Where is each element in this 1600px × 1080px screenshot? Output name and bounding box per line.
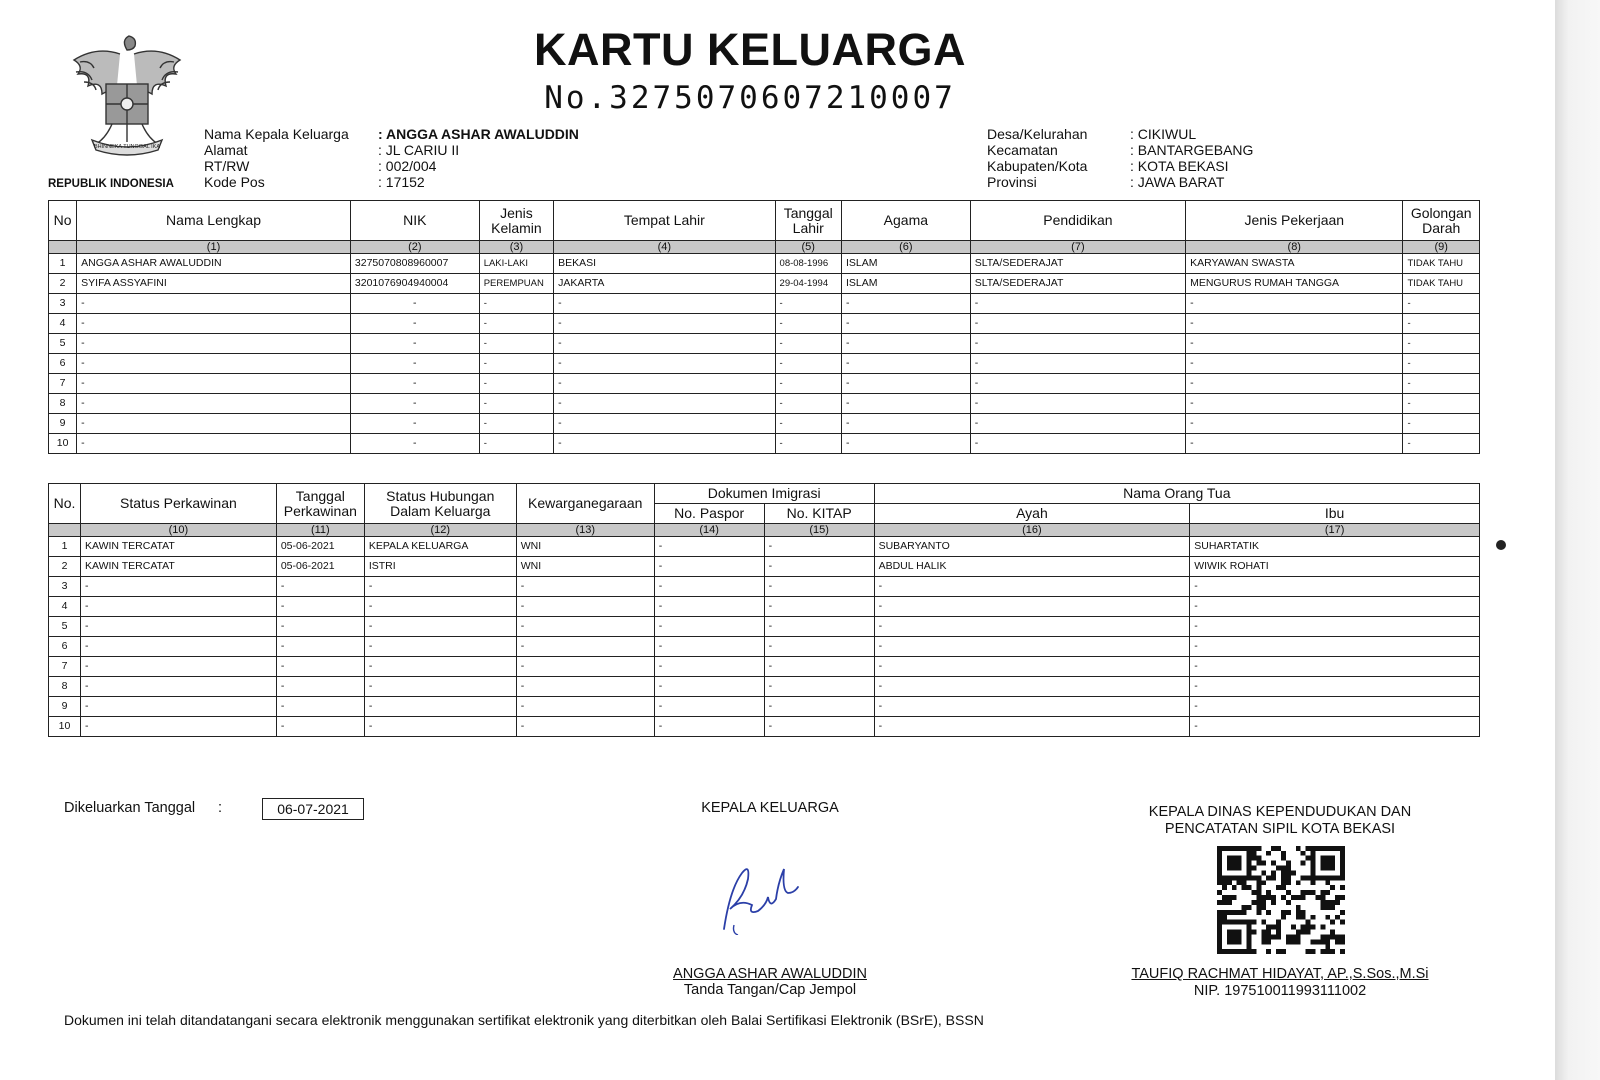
- table-cell: -: [1186, 334, 1403, 354]
- table-cell: 5: [49, 334, 77, 354]
- info-label: Provinsi: [987, 174, 1037, 190]
- table-cell: -: [1403, 374, 1480, 394]
- table-cell: 08-08-1996: [775, 254, 841, 274]
- table-cell: 6: [49, 354, 77, 374]
- table-cell: 3: [49, 294, 77, 314]
- table-cell: KAWIN TERCATAT: [80, 537, 276, 557]
- table-cell: -: [841, 434, 970, 454]
- table-cell: -: [654, 537, 764, 557]
- col-header: Ayah: [874, 504, 1190, 524]
- info-value: : JAWA BARAT: [1130, 174, 1225, 190]
- table-cell: -: [77, 434, 351, 454]
- table-cell: -: [554, 354, 775, 374]
- table-cell: -: [775, 314, 841, 334]
- issued-separator: :: [218, 800, 223, 816]
- table-row: [49, 314, 1480, 334]
- qr-code-icon: [1217, 845, 1345, 955]
- table-cell: -: [80, 697, 276, 717]
- table-cell: -: [516, 617, 654, 637]
- table-cell: -: [874, 617, 1190, 637]
- table-row: [49, 394, 1480, 414]
- table-cell: -: [970, 354, 1185, 374]
- col-number-empty: [49, 524, 81, 537]
- table-cell: -: [775, 394, 841, 414]
- table-cell: 7: [49, 657, 81, 677]
- emblem-motto: BHINNEKA TUNGGAL IKA: [93, 144, 161, 150]
- table-header-row: [49, 201, 1480, 241]
- official-nip: NIP. 197510011993111002: [1193, 983, 1367, 999]
- table-cell: -: [276, 717, 364, 737]
- table-cell: KARYAWAN SWASTA: [1186, 254, 1403, 274]
- table-cell: -: [874, 697, 1190, 717]
- info-label: Kode Pos: [204, 174, 265, 190]
- table-cell: -: [1190, 597, 1480, 617]
- table-cell: ANGGA ASHAR AWALUDDIN: [77, 254, 351, 274]
- col-header: Ibu: [1190, 504, 1480, 524]
- table-cell: 9: [49, 414, 77, 434]
- table-cell: -: [1186, 414, 1403, 434]
- table-cell: ISLAM: [841, 254, 970, 274]
- col-number: (11): [276, 524, 364, 537]
- right-info-values: [1130, 126, 1253, 190]
- table-cell: -: [554, 294, 775, 314]
- table-cell: -: [516, 717, 654, 737]
- table-cell: 8: [49, 394, 77, 414]
- col-header: No. Paspor: [654, 504, 764, 524]
- table-row: [49, 254, 1480, 274]
- table-cell: -: [654, 597, 764, 617]
- table-cell: -: [841, 354, 970, 374]
- col-number: (4): [554, 241, 775, 254]
- col-header: No.: [49, 484, 81, 524]
- table-cell: -: [1190, 637, 1480, 657]
- table-cell: -: [841, 294, 970, 314]
- table-cell: 1: [49, 537, 81, 557]
- table-cell: -: [80, 577, 276, 597]
- table-cell: -: [1190, 697, 1480, 717]
- info-value: : 002/004: [378, 158, 437, 174]
- table-cell: -: [276, 637, 364, 657]
- table-cell: -: [764, 717, 874, 737]
- table-cell: -: [80, 677, 276, 697]
- table-cell: -: [80, 617, 276, 637]
- head-of-family-title: KEPALA KELUARGA: [701, 800, 839, 816]
- table-row: [49, 557, 1480, 577]
- table-cell: 1: [49, 254, 77, 274]
- table-row: [49, 414, 1480, 434]
- table-cell: -: [764, 597, 874, 617]
- table-cell: -: [479, 394, 553, 414]
- col-number: (7): [970, 241, 1185, 254]
- table-cell: -: [554, 434, 775, 454]
- table-cell: WIWIK ROHATI: [1190, 557, 1480, 577]
- electronic-signature-disclaimer: Dokumen ini telah ditandatangani secara elektronik menggunakan sertifikat elektronik yang diterbitkan oleh Balai Sertifikasi Elektronik (BSrE), BSSN: [64, 1012, 984, 1028]
- document-title: KARTU KELUARGA: [534, 24, 966, 75]
- table-cell: -: [1190, 577, 1480, 597]
- table-cell: -: [77, 414, 351, 434]
- left-info-values: [378, 126, 579, 190]
- table-cell: -: [841, 334, 970, 354]
- table-cell: -: [654, 557, 764, 577]
- table-cell: -: [841, 374, 970, 394]
- table-row: [49, 617, 1480, 637]
- table-cell: 05-06-2021: [276, 537, 364, 557]
- table-cell: -: [554, 334, 775, 354]
- col-number: (15): [764, 524, 874, 537]
- table-cell: TIDAK TAHU: [1403, 254, 1480, 274]
- garuda-emblem-icon: [62, 32, 192, 172]
- official-name: TAUFIQ RACHMAT HIDAYAT, AP.,S.Sos.,M.Si: [1131, 966, 1429, 982]
- table-cell: -: [516, 637, 654, 657]
- table-cell: -: [1186, 394, 1403, 414]
- table-row: [49, 597, 1480, 617]
- info-label: Kecamatan: [987, 142, 1058, 158]
- table-cell: -: [874, 657, 1190, 677]
- table-cell: -: [775, 294, 841, 314]
- table-cell: -: [764, 577, 874, 597]
- col-header: Agama: [841, 201, 970, 241]
- info-value: : ANGGA ASHAR AWALUDDIN: [378, 126, 579, 142]
- table-cell: -: [654, 697, 764, 717]
- table-cell: LAKI-LAKI: [479, 254, 553, 274]
- table-cell: BEKASI: [554, 254, 775, 274]
- table-cell: 4: [49, 597, 81, 617]
- info-value: : 17152: [378, 174, 425, 190]
- table-cell: -: [364, 577, 516, 597]
- table-row: [49, 577, 1480, 597]
- table-cell: JAKARTA: [554, 274, 775, 294]
- table-cell: 4: [49, 314, 77, 334]
- table-cell: -: [479, 434, 553, 454]
- signature-icon: [694, 855, 814, 935]
- table-cell: -: [1186, 434, 1403, 454]
- table-cell: ISLAM: [841, 274, 970, 294]
- table-cell: -: [516, 697, 654, 717]
- ink-dot: [1496, 540, 1506, 550]
- col-number: (5): [775, 241, 841, 254]
- table-cell: -: [516, 677, 654, 697]
- table-cell: -: [364, 617, 516, 637]
- table-cell: -: [80, 657, 276, 677]
- table-cell: ISTRI: [364, 557, 516, 577]
- table-cell: 10: [49, 717, 81, 737]
- table-cell: 9: [49, 697, 81, 717]
- table-cell: -: [1190, 617, 1480, 637]
- table-row: [49, 354, 1480, 374]
- table-cell: -: [80, 597, 276, 617]
- table-cell: -: [1403, 414, 1480, 434]
- table-cell: -: [554, 394, 775, 414]
- table-cell: -: [516, 597, 654, 617]
- table-cell: -: [364, 697, 516, 717]
- table-cell: -: [276, 677, 364, 697]
- table-cell: -: [364, 597, 516, 617]
- table-cell: -: [554, 314, 775, 334]
- table-cell: -: [764, 677, 874, 697]
- table-cell: -: [479, 294, 553, 314]
- table-cell: -: [1186, 314, 1403, 334]
- table-cell: -: [1403, 334, 1480, 354]
- family-card-number: No.3275070607210007: [544, 80, 956, 116]
- info-label: Alamat: [204, 142, 248, 158]
- table-cell: 3: [49, 577, 81, 597]
- col-number: (17): [1190, 524, 1480, 537]
- table-cell: -: [554, 374, 775, 394]
- table-cell: ABDUL HALIK: [874, 557, 1190, 577]
- col-header: NIK: [350, 201, 479, 241]
- col-header: Jenis Pekerjaan: [1186, 201, 1403, 241]
- col-header: Tanggal Perkawinan: [276, 484, 364, 524]
- table-cell: -: [276, 617, 364, 637]
- table-cell: -: [874, 597, 1190, 617]
- family-members-table: [48, 200, 1480, 454]
- table-cell: -: [654, 577, 764, 597]
- table-cell: WNI: [516, 557, 654, 577]
- col-header: No. KITAP: [764, 504, 874, 524]
- col-header: Tanggal Lahir: [775, 201, 841, 241]
- table-cell: -: [1403, 314, 1480, 334]
- emblem-caption: REPUBLIK INDONESIA: [48, 178, 174, 190]
- table-cell: -: [654, 657, 764, 677]
- table-cell: -: [654, 617, 764, 637]
- col-header: Status Perkawinan: [80, 484, 276, 524]
- right-info-labels: [987, 126, 1087, 190]
- col-header: Jenis Kelamin: [479, 201, 553, 241]
- table-header-row: [49, 484, 1480, 504]
- table-cell: -: [276, 697, 364, 717]
- left-info-labels: [204, 126, 349, 190]
- col-number: (16): [874, 524, 1190, 537]
- col-number: (3): [479, 241, 553, 254]
- table-cell: -: [764, 617, 874, 637]
- column-number-row: [49, 241, 1480, 254]
- scan-edge: [1555, 0, 1600, 1080]
- table-cell: KAWIN TERCATAT: [80, 557, 276, 577]
- table-row: [49, 374, 1480, 394]
- table-cell: -: [479, 314, 553, 334]
- col-header: Golongan Darah: [1403, 201, 1480, 241]
- table-cell: -: [1186, 294, 1403, 314]
- table-cell: -: [77, 294, 351, 314]
- info-label: RT/RW: [204, 158, 250, 174]
- table-cell: -: [874, 717, 1190, 737]
- table-row: [49, 637, 1480, 657]
- table-cell: -: [1403, 394, 1480, 414]
- table-cell: -: [1190, 717, 1480, 737]
- table-cell: -: [970, 294, 1185, 314]
- table-cell: SLTA/SEDERAJAT: [970, 254, 1185, 274]
- family-members-body: [49, 254, 1480, 454]
- head-of-family-sub: Tanda Tangan/Cap Jempol: [683, 982, 857, 998]
- table-cell: 05-06-2021: [276, 557, 364, 577]
- table-cell: 29-04-1994: [775, 274, 841, 294]
- table-cell: SUBARYANTO: [874, 537, 1190, 557]
- table-cell: -: [350, 394, 479, 414]
- table-cell: -: [80, 637, 276, 657]
- table-cell: -: [764, 637, 874, 657]
- table-cell: SYIFA ASSYAFINI: [77, 274, 351, 294]
- col-number: (10): [80, 524, 276, 537]
- table-cell: 3275070808960007: [350, 254, 479, 274]
- table-cell: -: [970, 334, 1185, 354]
- table-cell: -: [970, 314, 1185, 334]
- table-cell: -: [364, 657, 516, 677]
- col-number: (2): [350, 241, 479, 254]
- table-row: [49, 274, 1480, 294]
- table-row: [49, 697, 1480, 717]
- table-row: [49, 537, 1480, 557]
- marital-status-body: [49, 537, 1480, 737]
- col-number: (9): [1403, 241, 1480, 254]
- table-cell: -: [775, 414, 841, 434]
- table-cell: PEREMPUAN: [479, 274, 553, 294]
- col-number: (8): [1186, 241, 1403, 254]
- table-row: [49, 294, 1480, 314]
- info-label: Nama Kepala Keluarga: [204, 126, 349, 142]
- table-cell: SLTA/SEDERAJAT: [970, 274, 1185, 294]
- table-cell: WNI: [516, 537, 654, 557]
- table-cell: 3201076904940004: [350, 274, 479, 294]
- col-header: Dokumen Imigrasi: [654, 484, 874, 504]
- col-number: (14): [654, 524, 764, 537]
- table-cell: -: [364, 637, 516, 657]
- table-cell: -: [77, 354, 351, 374]
- table-cell: -: [516, 577, 654, 597]
- table-cell: -: [77, 314, 351, 334]
- table-cell: KEPALA KELUARGA: [364, 537, 516, 557]
- table-cell: -: [764, 657, 874, 677]
- table-cell: -: [970, 394, 1185, 414]
- table-cell: -: [276, 657, 364, 677]
- table-cell: -: [350, 314, 479, 334]
- col-header: Status Hubungan Dalam Keluarga: [364, 484, 516, 524]
- office-line1: KEPALA DINAS KEPENDUDUKAN DAN: [1148, 804, 1412, 820]
- col-number-empty: [49, 241, 77, 254]
- table-cell: -: [479, 374, 553, 394]
- table-cell: 2: [49, 557, 81, 577]
- info-value: : BANTARGEBANG: [1130, 142, 1254, 158]
- col-number: (6): [841, 241, 970, 254]
- table-cell: -: [874, 677, 1190, 697]
- table-cell: -: [479, 414, 553, 434]
- table-cell: -: [80, 717, 276, 737]
- table-cell: -: [775, 374, 841, 394]
- table-cell: -: [516, 657, 654, 677]
- table-cell: -: [1403, 434, 1480, 454]
- table-cell: 7: [49, 374, 77, 394]
- table-cell: -: [77, 374, 351, 394]
- table-cell: -: [276, 597, 364, 617]
- table-cell: -: [775, 334, 841, 354]
- info-value: : KOTA BEKASI: [1130, 158, 1229, 174]
- table-cell: TIDAK TAHU: [1403, 274, 1480, 294]
- table-cell: -: [350, 414, 479, 434]
- table-row: [49, 334, 1480, 354]
- table-cell: 10: [49, 434, 77, 454]
- table-row: [49, 717, 1480, 737]
- table-cell: -: [874, 637, 1190, 657]
- table-cell: -: [654, 637, 764, 657]
- table-cell: -: [654, 717, 764, 737]
- col-header: Pendidikan: [970, 201, 1185, 241]
- column-number-row: [49, 524, 1480, 537]
- table-cell: -: [1186, 354, 1403, 374]
- table-cell: -: [874, 577, 1190, 597]
- col-header: No: [49, 201, 77, 241]
- info-value: : JL CARIU II: [378, 142, 460, 158]
- head-of-family-name: ANGGA ASHAR AWALUDDIN: [673, 966, 867, 982]
- table-cell: -: [554, 414, 775, 434]
- table-cell: -: [350, 434, 479, 454]
- table-cell: -: [970, 414, 1185, 434]
- table-cell: 5: [49, 617, 81, 637]
- table-cell: -: [1403, 294, 1480, 314]
- col-header: Nama Orang Tua: [874, 484, 1479, 504]
- col-header: Nama Lengkap: [77, 201, 351, 241]
- table-cell: -: [350, 294, 479, 314]
- table-row: [49, 677, 1480, 697]
- table-cell: -: [364, 677, 516, 697]
- col-number: (13): [516, 524, 654, 537]
- info-label: Desa/Kelurahan: [987, 126, 1088, 142]
- table-cell: -: [764, 537, 874, 557]
- table-cell: 6: [49, 637, 81, 657]
- table-cell: -: [350, 334, 479, 354]
- table-cell: -: [350, 354, 479, 374]
- table-cell: -: [479, 354, 553, 374]
- table-cell: -: [350, 374, 479, 394]
- table-cell: -: [970, 374, 1185, 394]
- table-cell: -: [841, 394, 970, 414]
- table-cell: 8: [49, 677, 81, 697]
- office-line2: PENCATATAN SIPIL KOTA BEKASI: [1164, 821, 1396, 837]
- table-cell: -: [654, 677, 764, 697]
- table-cell: -: [775, 434, 841, 454]
- table-cell: MENGURUS RUMAH TANGGA: [1186, 274, 1403, 294]
- col-header: Tempat Lahir: [554, 201, 775, 241]
- table-cell: -: [1186, 374, 1403, 394]
- col-header: Kewarganegaraan: [516, 484, 654, 524]
- table-row: [49, 657, 1480, 677]
- table-cell: -: [841, 314, 970, 334]
- table-cell: -: [364, 717, 516, 737]
- info-value: : CIKIWUL: [1130, 126, 1197, 142]
- table-cell: -: [764, 557, 874, 577]
- marital-status-table: [48, 483, 1480, 737]
- table-cell: -: [77, 394, 351, 414]
- table-cell: SUHARTATIK: [1190, 537, 1480, 557]
- table-cell: -: [775, 354, 841, 374]
- table-cell: 2: [49, 274, 77, 294]
- table-cell: -: [1403, 354, 1480, 374]
- table-cell: -: [77, 334, 351, 354]
- col-number: (12): [364, 524, 516, 537]
- table-cell: -: [764, 697, 874, 717]
- table-cell: -: [276, 577, 364, 597]
- issued-date: 06-07-2021: [262, 798, 364, 820]
- info-label: Kabupaten/Kota: [987, 158, 1088, 174]
- col-number: (1): [77, 241, 351, 254]
- table-cell: -: [841, 414, 970, 434]
- table-row: [49, 434, 1480, 454]
- issued-label: Dikeluarkan Tanggal: [64, 800, 196, 816]
- table-cell: -: [479, 334, 553, 354]
- table-cell: -: [1190, 677, 1480, 697]
- table-cell: -: [970, 434, 1185, 454]
- table-cell: -: [1190, 657, 1480, 677]
